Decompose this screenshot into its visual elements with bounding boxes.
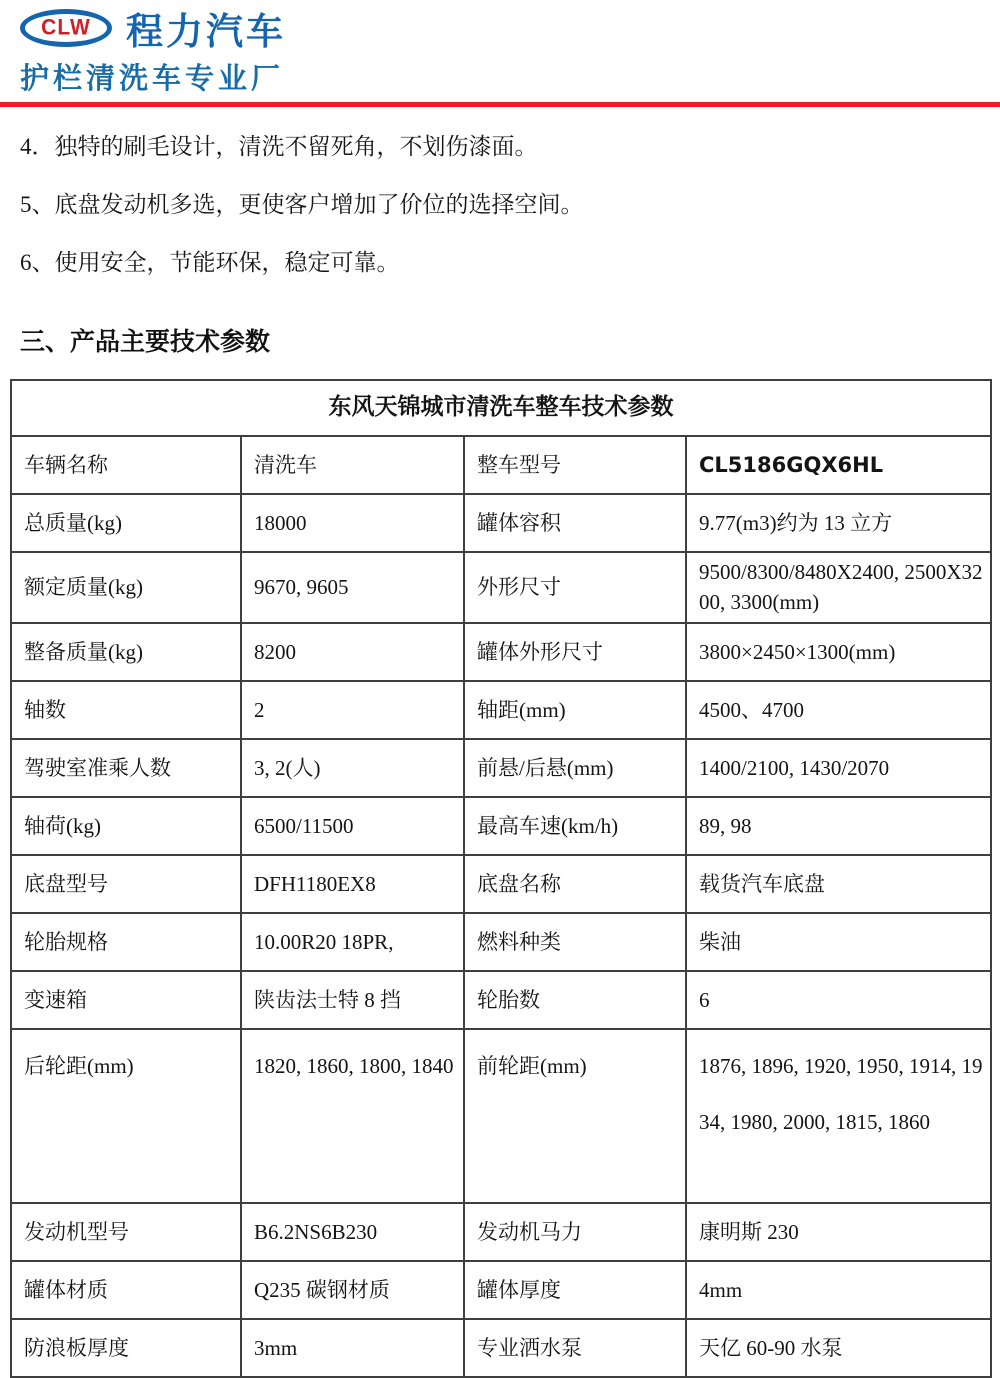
table-row (11, 623, 991, 681)
spec-label: 发动机型号 (11, 1203, 241, 1261)
table-row (11, 552, 991, 623)
spec-label: 轴数 (11, 681, 241, 739)
spec-value: 柴油 (686, 913, 991, 971)
header-divider (0, 102, 1000, 107)
spec-value: 康明斯 230 (686, 1203, 991, 1261)
spec-value: DFH1180EX8 (241, 855, 464, 913)
spec-value: 3, 2(人) (241, 739, 464, 797)
spec-value: 陕齿法士特 8 挡 (241, 971, 464, 1029)
spec-label: 罐体厚度 (464, 1261, 686, 1319)
spec-value: 89, 98 (686, 797, 991, 855)
spec-label: 整车型号 (464, 436, 686, 494)
spec-label: 底盘型号 (11, 855, 241, 913)
table-row (11, 1319, 991, 1377)
spec-value: 载货汽车底盘 (686, 855, 991, 913)
spec-value: 18000 (241, 494, 464, 552)
document-body (0, 131, 1000, 1378)
spec-label: 专业洒水泵 (464, 1319, 686, 1377)
spec-label: 最高车速(km/h) (464, 797, 686, 855)
table-title-row (11, 380, 991, 436)
table-row (11, 494, 991, 552)
spec-value: 3mm (241, 1319, 464, 1377)
table-row (11, 436, 991, 494)
spec-label: 轴荷(kg) (11, 797, 241, 855)
feature-item-4: 4．独特的刷毛设计，清洗不留死角，不划伤漆面。 (20, 134, 538, 159)
table-row (11, 913, 991, 971)
table-row (11, 1203, 991, 1261)
letterhead (0, 0, 1000, 107)
spec-label: 变速箱 (11, 971, 241, 1029)
spec-value: 3800×2450×1300(mm) (686, 623, 991, 681)
spec-label: 罐体材质 (11, 1261, 241, 1319)
spec-value: Q235 碳钢材质 (241, 1261, 464, 1319)
table-row (11, 1029, 991, 1203)
spec-label: 罐体容积 (464, 494, 686, 552)
feature-item-5: 5、底盘发动机多选，更使客户增加了价位的选择空间。 (20, 192, 584, 217)
spec-label: 额定质量(kg) (11, 552, 241, 623)
spec-value: 6 (686, 971, 991, 1029)
logo-row (20, 6, 1000, 53)
spec-label: 前悬/后悬(mm) (464, 739, 686, 797)
spec-value: 4mm (686, 1261, 991, 1319)
spec-value: 1820, 1860, 1800, 1840 (241, 1029, 464, 1203)
spec-label: 底盘名称 (464, 855, 686, 913)
spec-label: 后轮距(mm) (11, 1029, 241, 1203)
spec-label: 整备质量(kg) (11, 623, 241, 681)
spec-label: 轴距(mm) (464, 681, 686, 739)
spec-value: CL5186GQX6HL (686, 436, 991, 494)
spec-label: 罐体外形尺寸 (464, 623, 686, 681)
spec-value: 9670, 9605 (241, 552, 464, 623)
brand-name: 程力汽车 (126, 10, 286, 53)
table-title: 东风天锦城市清洗车整车技术参数 (11, 380, 991, 436)
spec-table (10, 379, 992, 1378)
spec-value: 清洗车 (241, 436, 464, 494)
spec-value: B6.2NS6B230 (241, 1203, 464, 1261)
spec-label: 前轮距(mm) (464, 1029, 686, 1203)
spec-label: 发动机马力 (464, 1203, 686, 1261)
spec-value: 4500、4700 (686, 681, 991, 739)
clw-logo-text: CLW (41, 15, 91, 40)
table-row (11, 739, 991, 797)
table-row (11, 797, 991, 855)
spec-label: 驾驶室准乘人数 (11, 739, 241, 797)
spec-label: 外形尺寸 (464, 552, 686, 623)
spec-value: 9500/8300/8480X2400, 2500X3200, 3300(mm) (686, 552, 991, 623)
spec-label: 轮胎规格 (11, 913, 241, 971)
spec-label: 车辆名称 (11, 436, 241, 494)
clw-logo-icon (20, 9, 112, 47)
spec-label: 防浪板厚度 (11, 1319, 241, 1377)
spec-value: 9.77(m3)约为 13 立方 (686, 494, 991, 552)
spec-value: 天亿 60-90 水泵 (686, 1319, 991, 1377)
spec-label: 总质量(kg) (11, 494, 241, 552)
section-heading: 三、产品主要技术参数 (20, 327, 271, 356)
table-row (11, 855, 991, 913)
spec-value: 10.00R20 18PR, (241, 913, 464, 971)
spec-value: 2 (241, 681, 464, 739)
table-row (11, 681, 991, 739)
feature-list (0, 131, 1000, 279)
spec-value: 1876, 1896, 1920, 1950, 1914, 1934, 1980, 2000, 1815, 1860 (686, 1029, 991, 1203)
brand-subtitle: 护栏清洗车专业厂 (20, 61, 285, 95)
spec-value: 1400/2100, 1430/2070 (686, 739, 991, 797)
spec-value: 8200 (241, 623, 464, 681)
table-row (11, 1261, 991, 1319)
spec-label: 燃料种类 (464, 913, 686, 971)
spec-label: 轮胎数 (464, 971, 686, 1029)
spec-value: 6500/11500 (241, 797, 464, 855)
feature-item-6: 6、使用安全，节能环保，稳定可靠。 (20, 250, 400, 275)
table-row (11, 971, 991, 1029)
